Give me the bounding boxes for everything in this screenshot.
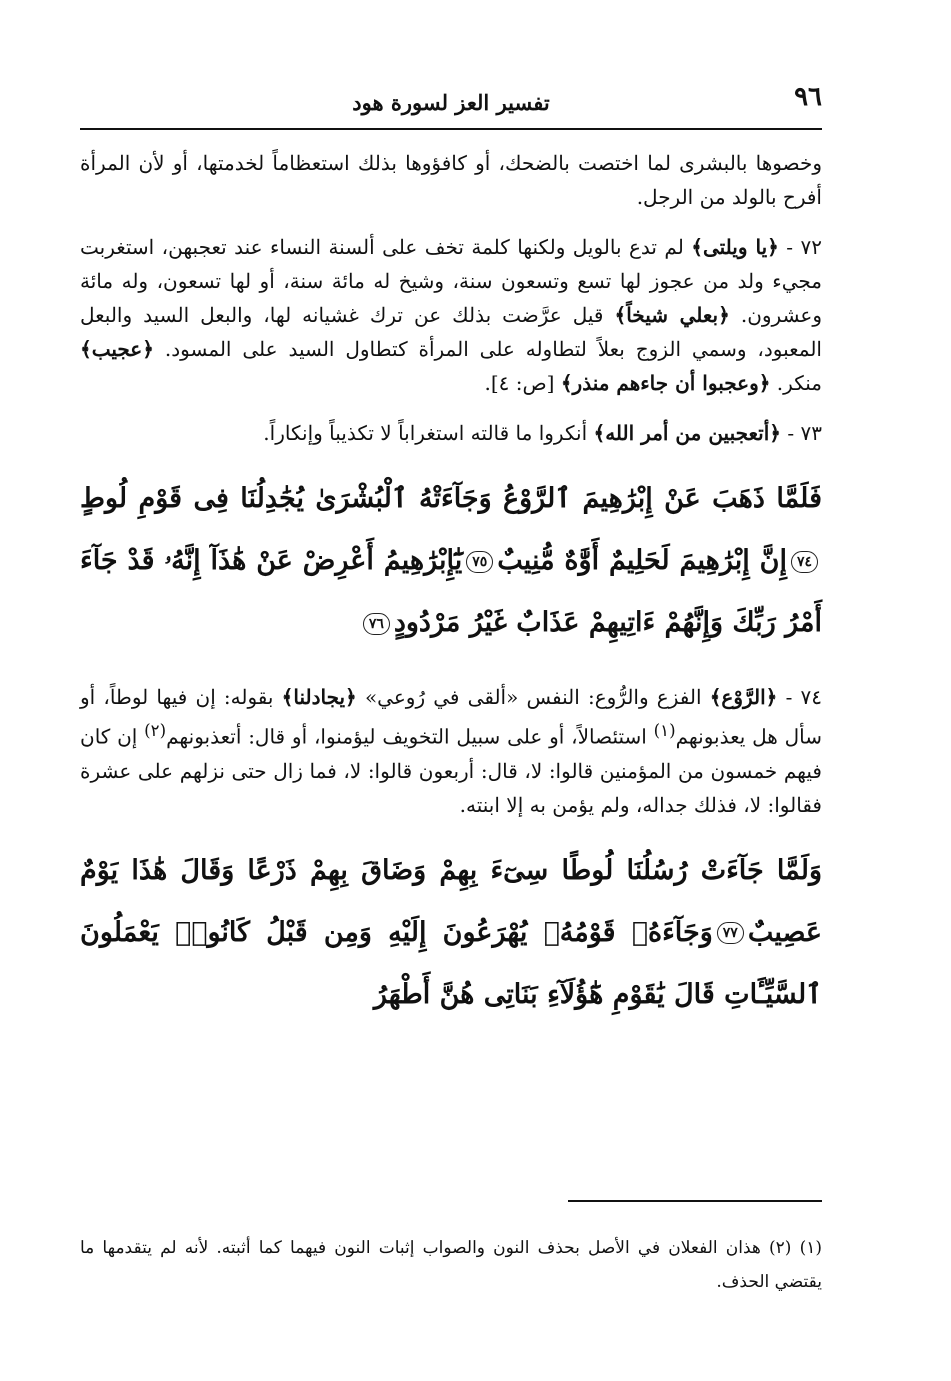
ayah-text: إِنَّ إِبْرَٰهِيمَ لَحَلِيمٌ أَوَّٰهٌ مُّنِيبٌ <box>497 545 787 576</box>
running-title: تفسير العز لسورة هود <box>352 90 550 115</box>
ayah-text: يَٰٓإِبْرَٰهِيمُ أَعْرِضْ عَنْ هَٰذَآ إِنَّهُۥ قَدْ جَآءَ أَمْرُ رَبِّكَ وَإِنَّهُمْ ءَاتِيهِمْ عَذَابٌ غَيْرُ مَرْدُودٍ <box>80 545 822 638</box>
commentary-text: قيل عرَّضت بذلك عن ترك غشيانه لها، والبعل السيد والبعل المعبود، وسمي الزوج بعلاً لتطاوله على المرأة كتطاول السيد على المسود. <box>80 303 822 361</box>
commentary-text: استئصالاً، أو على سبيل التخويف ليؤمنوا، أو قال: أتعذبونهم <box>166 724 654 749</box>
commentary-text: بقوله: إن فيها لوطاً، أو سأل هل يعذبونهم <box>80 685 823 749</box>
ayah-number-marker: ٧٥ <box>466 551 493 573</box>
commentary-text: الفزع والرُّوع: النفس «ألقى في رُوعي» <box>356 685 710 709</box>
ayah-number-marker: ٧٧ <box>717 922 744 944</box>
quran-quote: ﴿يجادلنا﴾ <box>281 685 357 709</box>
intro-paragraph: وخصوها بالبشرى لما اختصت بالضحك، أو كافؤوها بذلك استعظاماً لخدمتها، أو لأن المرأة أفرح بالولد من الرجل. <box>80 151 822 209</box>
commentary-text: إن كان فيهم خمسون من المؤمنين قالوا: لا، قال: أربعون قالوا: لا، فما زال حتى نزلهم على عشرة فقالوا: لا، فذلك جداله، ولم يؤمن به إلا ابنته. <box>80 724 822 817</box>
quran-quote: ﴿يا ويلتى﴾ <box>691 235 779 259</box>
commentary-text: منكر. <box>770 371 822 395</box>
commentary-73 <box>80 416 822 450</box>
quran-verse-block-74-76 <box>80 468 822 654</box>
ayah-text: فَلَمَّا ذَهَبَ عَنْ إِبْرَٰهِيمَ ٱلرَّوْعُ وَجَآءَتْهُ ٱلْبُشْرَىٰ يُجَٰدِلُنَا فِى قَوْمِ لُوطٍ <box>80 483 822 514</box>
ayah-number-marker: ٧٦ <box>363 613 390 635</box>
page-body <box>80 146 822 1052</box>
footnote-divider <box>568 1200 822 1202</box>
quran-quote: ﴿بعلي شيخاً﴾ <box>614 303 730 327</box>
quran-quote: ﴿أتعجبين من أمر الله﴾ <box>593 421 782 445</box>
quran-quote: ﴿وعجبوا أن جاءهم منذر﴾ <box>560 371 771 395</box>
page-number: ٩٦ <box>794 82 822 112</box>
commentary-74 <box>80 680 822 822</box>
footnote-ref-1: (١) <box>653 721 676 740</box>
footnote: (١) (٢) هذان الفعلان في الأصل بحذف النون والصواب إثبات النون فيهما كما أثبته. لأنه لم يتقدمها ما يقتضي الحذف. <box>80 1238 822 1292</box>
verse-number-72: ٧٢ - <box>778 235 822 259</box>
quran-quote: ﴿الرَّوْع﴾ <box>709 685 778 709</box>
ayah-text: وَجَآءَهُۥ قَوْمُهُۥ يُهْرَعُونَ إِلَيْهِ وَمِن قَبْلُ كَانُوا۟ يَعْمَلُونَ ٱلسَّيِّـَٔاتِ قَالَ يَٰقَوْمِ هَٰٓؤُلَآءِ بَنَاتِى هُنَّ أَطْهَرُ <box>80 916 822 1010</box>
citation: [ص: ٤]. <box>484 371 561 395</box>
page-header <box>80 78 822 130</box>
commentary-text: لم تدع بالويل ولكنها كلمة تخف على ألسنة النساء عند تعجبهن، استغربت مجيء ولد من عجوز لها تسع وتسعون سنة، وشيخ له مائة سنة، أو لها تسعون، وله مائة وعشرون. <box>80 235 823 327</box>
commentary-72 <box>80 230 822 400</box>
ayah-text: وَلَمَّا جَآءَتْ رُسُلُنَا لُوطًا سِىٓءَ بِهِمْ وَضَاقَ بِهِمْ ذَرْعًا وَقَالَ هَٰذَا يَوْمٌ عَصِيبٌ <box>80 854 822 948</box>
footnote-ref-2: (٢) <box>144 721 167 740</box>
quran-quote: ﴿عجيب﴾ <box>80 337 154 361</box>
commentary-text: أنكروا ما قالته استغراباً لا تكذيباً وإنكاراً. <box>263 421 594 445</box>
verse-number-73: ٧٣ - <box>781 421 822 445</box>
quran-verse-block-77-78 <box>80 840 822 1026</box>
ayah-number-marker: ٧٤ <box>791 551 818 573</box>
verse-number-74: ٧٤ - <box>777 685 822 709</box>
